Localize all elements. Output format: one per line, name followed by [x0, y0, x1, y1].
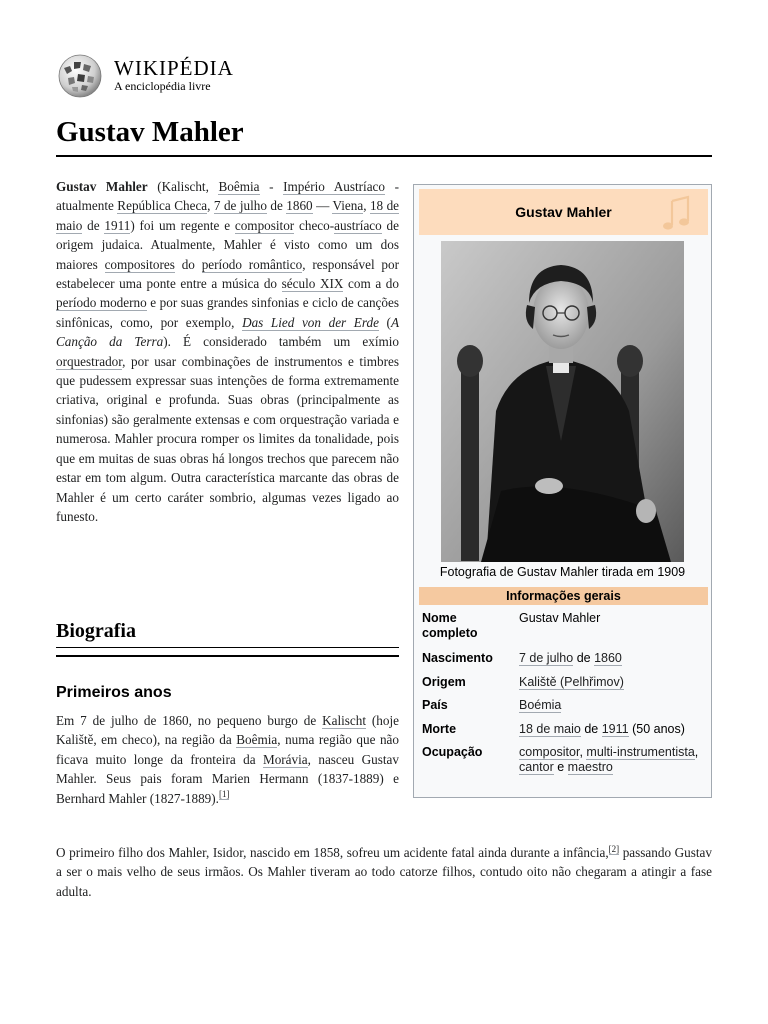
value-pais [519, 698, 699, 713]
section-heading-biografia: Biografia [56, 620, 399, 648]
link-das-lied-von-der-erde[interactable]: Das Lied von der Erde [242, 314, 379, 330]
link-viena[interactable]: Viena [332, 198, 364, 214]
link-kalischt[interactable]: Kalischt [322, 713, 367, 728]
link-maestro[interactable]: maestro [567, 760, 613, 774]
link-18-de-maio[interactable]: 18 de maio [519, 722, 581, 736]
music-notes-icon [658, 195, 698, 235]
text: - [259, 179, 284, 194]
cancao-da-terra: A Canção da Terra [56, 314, 399, 350]
link-cantor[interactable]: cantor [519, 760, 554, 774]
text: , [363, 198, 370, 214]
text: ) foi um regente e [130, 217, 235, 233]
infobox [413, 184, 712, 798]
subsection-heading-primeiros-anos: Primeiros anos [56, 684, 172, 701]
link-multi-instrumentista[interactable]: multi-instrumentista [586, 745, 695, 759]
value-morte [519, 722, 699, 737]
text: , [579, 745, 587, 759]
link-compositor[interactable]: compositor [519, 745, 580, 759]
reference-2[interactable]: [2] [608, 843, 620, 854]
text: — [312, 198, 333, 214]
text: , responsável por estabelecer uma ponte entre a música do [56, 256, 400, 292]
label-morte: Morte [422, 722, 457, 736]
link-7-de-julho[interactable]: 7 de julho [519, 651, 574, 665]
label-pais: País [422, 698, 448, 712]
infobox-header [419, 189, 708, 235]
label-ocupacao: Ocupação [422, 745, 483, 759]
text: do [174, 256, 202, 272]
link-kaliste[interactable]: Kaliště (Pelhřimov) [519, 675, 624, 689]
link-austriaco[interactable]: austríaco [334, 217, 382, 233]
link-compositor[interactable]: compositor [234, 217, 295, 233]
reference-1[interactable]: [1] [218, 789, 230, 800]
wikipedia-wordmark: WIKIPÉDIA [114, 56, 234, 80]
lead-bold-name: Gustav Mahler [56, 179, 148, 194]
text: O primeiro filho dos Mahler, Isidor, nascido em 1858, sofreu um acidente fatal ainda durante a infância, [56, 845, 609, 860]
link-1911[interactable]: 1911 [104, 217, 131, 233]
text: (50 anos) [628, 722, 685, 736]
link-orquestrador[interactable]: orquestrador [56, 353, 123, 369]
link-republica-checa[interactable]: República Checa [117, 198, 208, 214]
text: , por usar combinações de instrumentos e timbres que pudessem expressar suas intenções de forma extremamente criativa, original e profunda. Suas obras (principalmente as sinfonias) são geralmente extensas e com orquestração variada e numerosa. Mahler procura romper os limites da tonalidade, pois que em muitas de suas obras há longos trechos que parecem não estar em tom algum. Outra característica marcante das obras de Mahler é um certo caráter sombrio, algumas vezes ligado ao funesto. [56, 353, 399, 524]
text: (Kalischt, [147, 179, 219, 194]
infobox-subheader: Informações gerais [419, 587, 708, 605]
link-imperio-austriaco[interactable]: Império Austríaco [283, 179, 385, 194]
link-compositores[interactable]: compositores [104, 256, 175, 272]
label-nome-completo: Nome completo [422, 611, 478, 640]
link-1911[interactable]: 1911 [601, 722, 629, 736]
link-moravia[interactable]: Morávia [262, 751, 308, 767]
text: de [580, 722, 602, 736]
text: de [573, 651, 595, 665]
link-seculo-xix[interactable]: século XIX [281, 276, 344, 292]
value-origem [519, 675, 699, 690]
text: com a do [343, 276, 399, 292]
text: de [266, 198, 287, 214]
text: , [207, 198, 214, 214]
text: , [694, 745, 699, 759]
text: ). É considerado também um exímio [163, 334, 399, 350]
link-7-de-julho[interactable]: 7 de julho [213, 198, 267, 214]
text: e [553, 760, 568, 774]
label-nascimento: Nascimento [422, 651, 493, 665]
link-1860[interactable]: 1860 [594, 651, 622, 665]
text: e por suas grandes sinfonias e ciclo de canções sinfônicas, como, por exemplo, [56, 295, 399, 330]
biografia-paragraph-2 [56, 843, 712, 901]
text: , numa região que não ficava muito longe da fronteira da [56, 732, 399, 767]
gustav-mahler-portrait[interactable] [441, 241, 684, 562]
label-origem: Origem [422, 675, 466, 689]
infobox-title: Gustav Mahler [515, 204, 612, 220]
link-1860[interactable]: 1860 [286, 198, 313, 214]
text: Em 7 de julho de 1860, no pequeno burgo de [56, 713, 323, 728]
wikipedia-globe-icon [56, 54, 104, 98]
text: ( [378, 314, 391, 330]
infobox-caption: Fotografia de Gustav Mahler tirada em 1909 [439, 565, 686, 579]
link-boemia[interactable]: Boémia [519, 698, 562, 712]
link-boemia[interactable]: Boêmia [236, 732, 278, 748]
value-ocupacao [519, 745, 699, 775]
link-periodo-moderno[interactable]: período moderno [56, 295, 147, 311]
section-divider [56, 655, 399, 657]
value-nome-completo: Gustav Mahler [519, 611, 601, 625]
text: de origem judaica. Atualmente, Mahler é visto como um dos maiores [56, 217, 399, 272]
biografia-paragraph-1 [56, 711, 399, 808]
text: passando Gustav a ser o mais velho de seus irmãos. Os Mahler tiveram ao todo catorze filhos, contudo oito não chegaram a atingir a fase adulta. [56, 845, 712, 899]
page-title: Gustav Mahler [56, 116, 712, 157]
text: - atualmente [56, 179, 399, 214]
value-nascimento [519, 651, 699, 666]
link-boemia[interactable]: Boêmia [218, 179, 260, 194]
text: de [82, 217, 105, 233]
lead-paragraph [56, 177, 399, 526]
wikipedia-logo[interactable] [56, 54, 296, 100]
text: , nasceu Gustav Mahler. Seus pais foram Marien Hermann (1837-1889) e Bernhard Mahler (1827-1889). [56, 751, 399, 806]
text: (hoje Kaliště, em checo), na região da [56, 713, 399, 748]
link-periodo-romantico[interactable]: período romântico [201, 256, 303, 272]
text: checo- [294, 217, 335, 233]
wikipedia-tagline: A enciclopédia livre [114, 79, 211, 93]
link-18-de-maio[interactable]: 18 de maio [56, 198, 400, 233]
